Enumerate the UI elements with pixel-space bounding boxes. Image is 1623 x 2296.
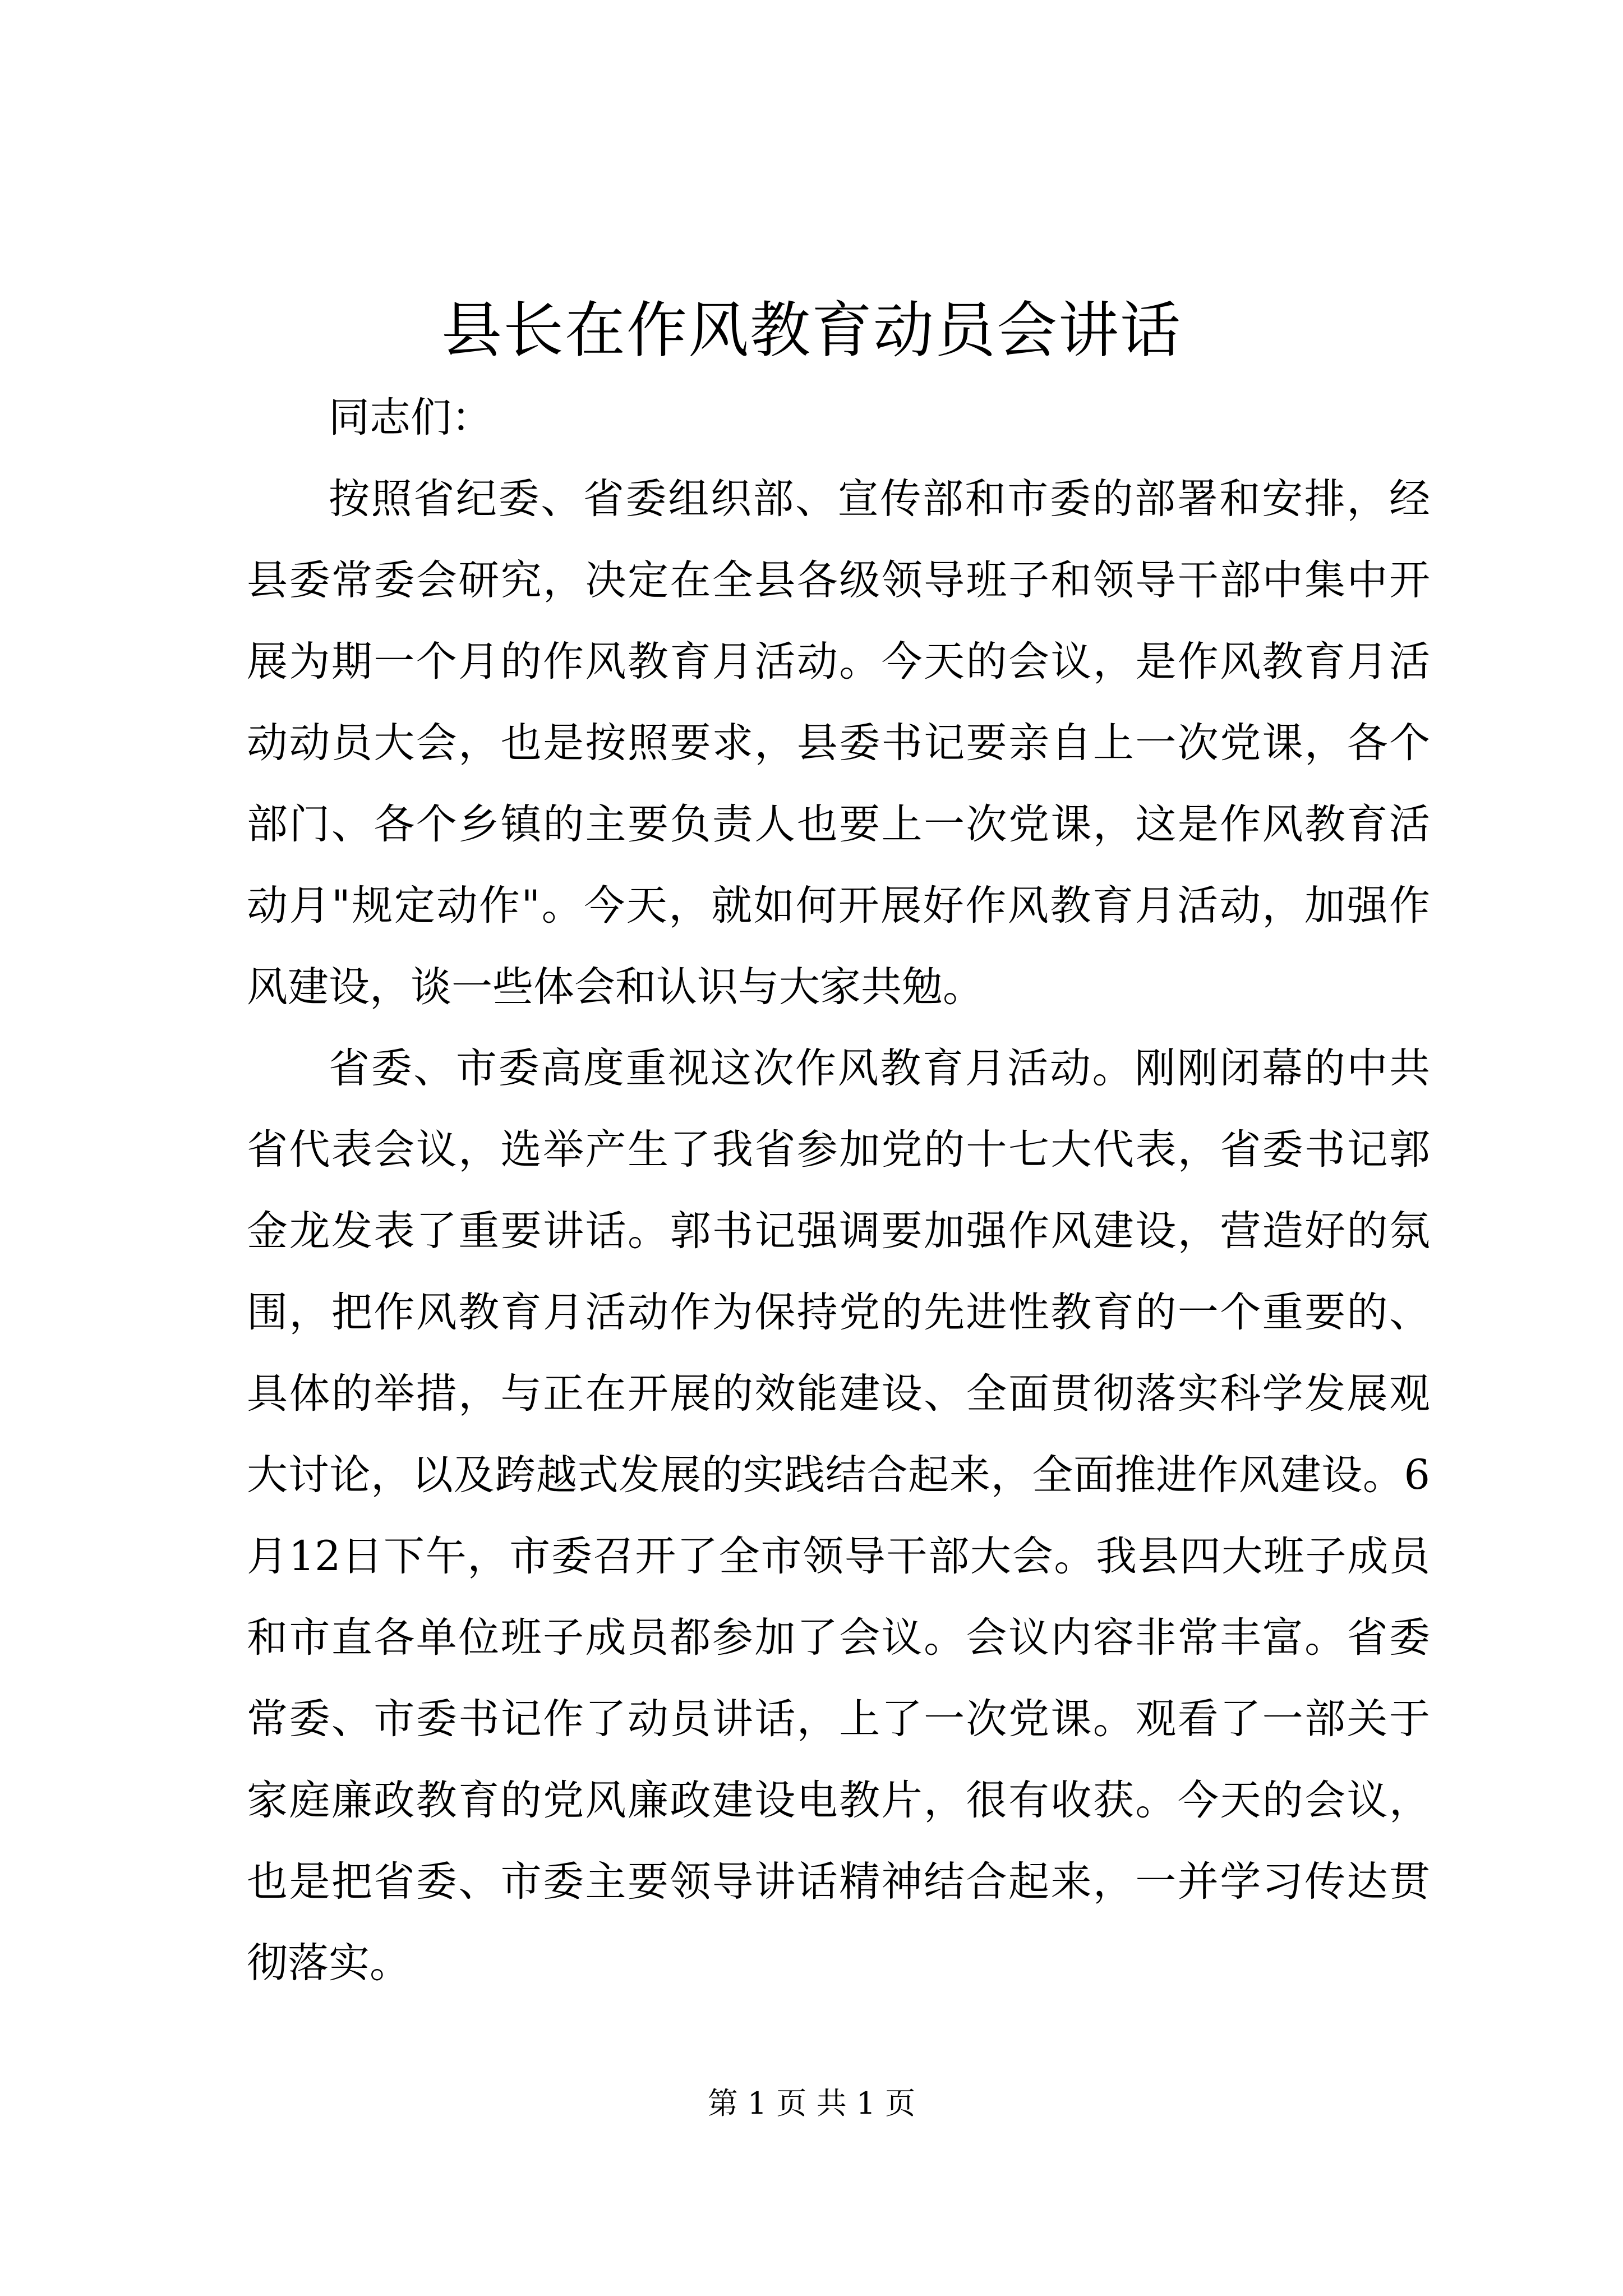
page-footer: 第 1 页 共 1 页 (707, 2086, 916, 2121)
document-title: 县长在作风教育动员会讲话 (441, 296, 1182, 366)
document-body (247, 377, 1430, 2004)
paragraph-1: 按照省纪委、省委组织部、宣传部和市委的部署和安排，经县委常委会研究，决定在全县各级领导班子和领导干部中集中开展为期一个月的作风教育月活动。今天的会议，是作风教育月活动动员大会，也是按照要求，县委书记要亲自上一次党课，各个部门、各个乡镇的主要负责人也要上一次党课，这是作风教育活动月"规定动作"。今天，就如何开展好作风教育月活动，加强作风建设，谈一些体会和认识与大家共勉。 (247, 475, 1430, 1011)
paragraph-2: 省委、市委高度重视这次作风教育月活动。刚刚闭幕的中共省代表会议，选举产生了我省参加党的十七大代表，省委书记郭金龙发表了重要讲话。郭书记强调要加强作风建设，营造好的氛围，把作风教育月活动作为保持党的先进性教育的一个重要的、具体的举措，与正在开展的效能建设、全面贯彻落实科学发展观大讨论，以及跨越式发展的实践结合起来，全面推进作风建设。6月12日下午，市委召开了全市领导干部大会。我县四大班子成员和市直各单位班子成员都参加了会议。会议内容非常丰富。省委常委、市委书记作了动员讲话，上了一次党课。观看了一部关于家庭廉政教育的党风廉政建设电教片，很有收获。今天的会议，也是把省委、市委主要领导讲话精神结合起来，一并学习传达贯彻落实。 (247, 1045, 1430, 1987)
salutation: 同志们： (329, 394, 492, 441)
